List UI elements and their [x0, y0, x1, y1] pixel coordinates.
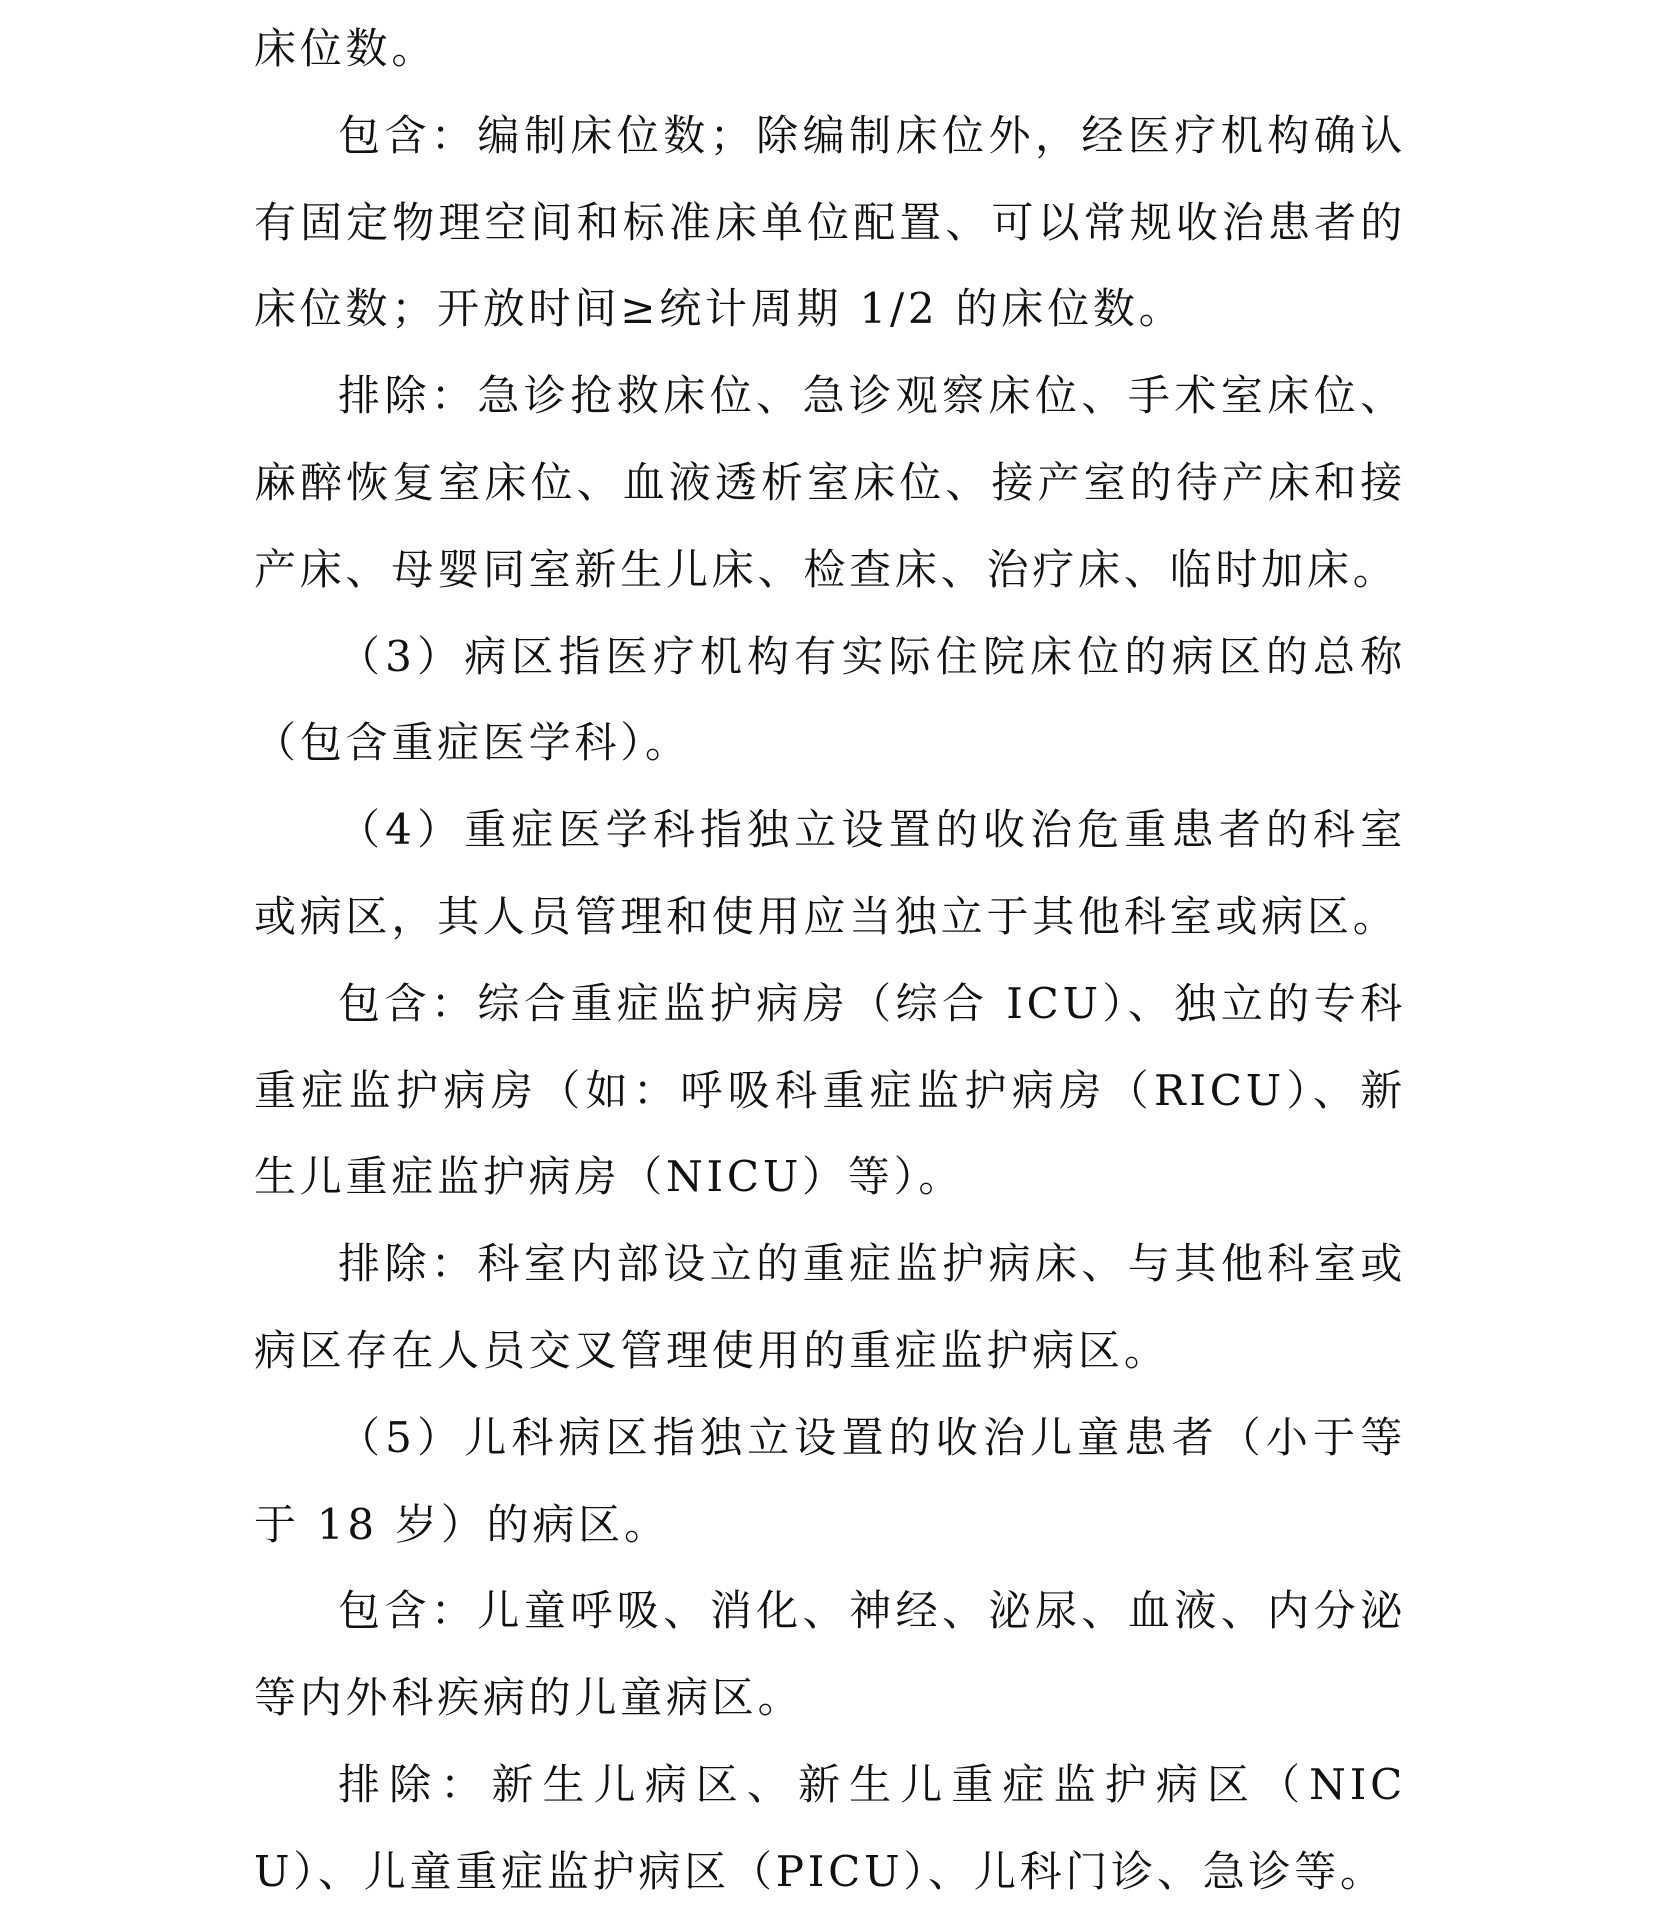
paragraph-bed-count-excludes: 排除：急诊抢救床位、急诊观察床位、手术室床位、麻醉恢复室床位、血液透析室床位、接产室的待产床和接产床、母婴同室新生儿床、检查床、治疗床、临时加床。 [254, 371, 1406, 594]
paragraph-pediatric-ward-excludes: 排除：新生儿病区、新生儿重症监护病区（NICU）、儿童重症监护病区（PICU）、儿科门诊、急诊等。 [254, 1759, 1406, 1896]
paragraph-bed-count-tail: 床位数。 [254, 24, 438, 73]
paragraph-pediatric-ward-includes: 包含：儿童呼吸、消化、神经、泌尿、血液、内分泌等内外科疾病的儿童病区。 [254, 1586, 1406, 1723]
paragraph-icu-excludes: 排除：科室内部设立的重症监护病床、与其他科室或病区存在人员交叉管理使用的重症监护病区。 [254, 1239, 1406, 1375]
paragraph-ward-definition: （3）病区指医疗机构有实际住院床位的病区的总称（包含重症医学科）。 [254, 631, 1406, 768]
document-body [254, 6, 1406, 1916]
paragraph-icu-includes: 包含：综合重症监护病房（综合 ICU）、独立的专科重症监护病房（如：呼吸科重症监护病房（RICU）、新生儿重症监护病房（NICU）等）。 [254, 978, 1406, 1202]
paragraph-pediatric-ward-definition: （5）儿科病区指独立设置的收治儿童患者（小于等于 18 岁）的病区。 [254, 1412, 1406, 1549]
paragraph-bed-count-includes: 包含：编制床位数；除编制床位外，经医疗机构确认有固定物理空间和标准床单位配置、可以常规收治患者的床位数；开放时间≥统计周期 1/2 的床位数。 [254, 110, 1406, 334]
paragraph-icu-definition: （4）重症医学科指独立设置的收治危重患者的科室或病区，其人员管理和使用应当独立于其他科室或病区。 [254, 805, 1406, 941]
